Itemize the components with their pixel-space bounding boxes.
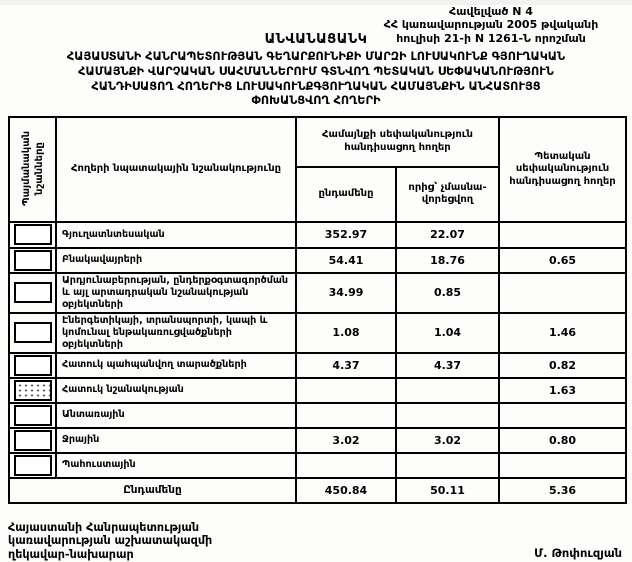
- state-value: 1.46: [499, 313, 626, 353]
- page-subtitle: [0, 50, 632, 109]
- header-symbols: [9, 117, 56, 222]
- of-which-value: [396, 403, 499, 428]
- table-row: [9, 453, 626, 478]
- legend-swatch: [14, 405, 52, 426]
- land-category-name: Հատուկ պահպանվող տարածքների: [56, 353, 296, 378]
- state-value: 0.65: [499, 248, 626, 273]
- legend-swatch: [14, 224, 52, 245]
- of-which-value: 22.07: [396, 222, 499, 248]
- land-category-name: Բնակավայրերի: [56, 248, 296, 273]
- legend-swatch: [14, 355, 52, 376]
- community-total: 34.99: [296, 273, 396, 313]
- legend-swatch: [14, 250, 52, 271]
- community-total: [296, 453, 396, 478]
- of-which-value: [396, 378, 499, 403]
- legend-swatch-cell: [9, 428, 56, 453]
- scanned-document-page: [0, 5, 632, 562]
- state-value: 0.80: [499, 428, 626, 453]
- land-category-name: Արդյունաբերության, ընդերքօգտագործման և այլ արտադրական նշանակության օբյեկտների: [56, 273, 296, 313]
- header-state-lands: Պետական սեփականություն հանդիսացող հողեր: [499, 117, 626, 222]
- community-total: [296, 378, 396, 403]
- of-which-value: 0.85: [396, 273, 499, 313]
- legend-swatch-cell: [9, 378, 56, 403]
- signing-office: [8, 521, 212, 562]
- of-which-value: 1.04: [396, 313, 499, 353]
- table-row: [9, 273, 626, 313]
- community-total: 352.97: [296, 222, 396, 248]
- legend-swatch-cell: [9, 222, 56, 248]
- subtitle-line: ՓՈԽԱՆՑՎՈՂ ՀՈՂԵՐԻ: [251, 94, 381, 108]
- total-row-label: Ընդամենը: [9, 478, 296, 503]
- table-row: [9, 378, 626, 403]
- table-row: [9, 313, 626, 353]
- of-which-value: 18.76: [396, 248, 499, 273]
- legend-swatch-cell: [9, 403, 56, 428]
- table-row: [9, 353, 626, 378]
- legend-swatch: [14, 455, 52, 476]
- land-transfer-table: [8, 116, 627, 504]
- community-total: 54.41: [296, 248, 396, 273]
- header-community-group: Համայնքի սեփականություն հանդիսացող հողեր: [296, 117, 499, 167]
- community-total: 3.02: [296, 428, 396, 453]
- table-row: [9, 403, 626, 428]
- legend-swatch-cell: [9, 273, 56, 313]
- subtitle-line: ՀԱՄԱՅՆՔԻ ՎԱՐՉԱԿԱՆ ՍԱՀՄԱՆՆԵՐՈՒՄ ԳՏՆՎՈՂ ՊԵՏԱԿԱՆ ՍԵՓԱԿԱՆՈՒԹՅՈՒՆ: [78, 64, 554, 78]
- office-line: կառավարության աշխատակազմի: [8, 534, 213, 548]
- state-value: 1.63: [499, 378, 626, 403]
- state-value: 0.82: [499, 353, 626, 378]
- state-value: [499, 273, 626, 313]
- annex-line-1: Հավելված N 4: [449, 5, 533, 18]
- state-value: [499, 453, 626, 478]
- land-category-name: Գյուղատնտեսական: [56, 222, 296, 248]
- page-footer: [8, 521, 622, 562]
- office-line: Հայաստանի Հանրապետության: [8, 520, 200, 534]
- page-title: ԱՆՎԱՆԱՑԱՆԿ: [264, 32, 368, 48]
- land-category-name: Ջրային: [56, 428, 296, 453]
- table-row: [9, 248, 626, 273]
- legend-swatch: [14, 380, 52, 401]
- land-category-name: Անտառային: [56, 403, 296, 428]
- table-total-row: [9, 478, 626, 503]
- land-category-name: Էներգետիկայի, տրանսպորտի, կապի և կոմունալ ենթակառուցվածքների օբյեկտների: [56, 313, 296, 353]
- legend-swatch: [14, 322, 52, 343]
- legend-swatch-cell: [9, 353, 56, 378]
- legend-swatch: [14, 430, 52, 451]
- header-of-which: որից՝ չմասնավորեցվող: [396, 167, 499, 222]
- of-which-value: 4.37: [396, 353, 499, 378]
- legend-swatch: [14, 282, 52, 303]
- header-purpose: Հողերի նպատակային նշանակությունը: [56, 117, 296, 222]
- table-row: [9, 222, 626, 248]
- community-total: [296, 403, 396, 428]
- legend-swatch-cell: [9, 248, 56, 273]
- table-row: [9, 428, 626, 453]
- legend-swatch-cell: [9, 313, 56, 353]
- annex-line-3: հուլիսի 21-ի N 1261-Ն որոշման: [396, 31, 586, 45]
- total-of-which: 50.11: [396, 478, 499, 503]
- of-which-value: 3.02: [396, 428, 499, 453]
- header-total: ընդամենը: [296, 167, 396, 222]
- office-line: ղեկավար-նախարար: [8, 548, 134, 562]
- header-symbols-label: Պայմանական նշանները: [20, 131, 45, 207]
- total-state: 5.36: [499, 478, 626, 503]
- state-value: [499, 403, 626, 428]
- annex-line-2: ՀՀ կառավարության 2005 թվականի: [383, 18, 599, 32]
- table-header-row: [9, 117, 626, 167]
- state-value: [499, 222, 626, 248]
- table-body: [9, 222, 626, 478]
- community-total: 4.37: [296, 353, 396, 378]
- total-community-total: 450.84: [296, 478, 396, 503]
- land-category-name: Հատուկ նշանակության: [56, 378, 296, 403]
- community-total: 1.08: [296, 313, 396, 353]
- subtitle-line: ՀԱՆԴԻՍԱՑՈՂ ՀՈՂԵՐԻՑ ԼՈՒՍԱԿՈՒՆՔԳՅՈՒՂԱԿԱՆ ՀԱՄԱՅՆՔԻՆ ԱՆՀԱՏՈՒՅՑ: [91, 79, 541, 93]
- signatory-name: Մ. Թոփուզյան: [534, 545, 622, 560]
- of-which-value: [396, 453, 499, 478]
- land-category-name: Պահուստային: [56, 453, 296, 478]
- subtitle-line: ՀԱՅԱՍՏԱՆԻ ՀԱՆՐԱՊԵՏՈՒԹՅԱՆ ԳԵՂԱՐՔՈՒՆԻՔԻ ՄԱՐԶԻ ԼՈՒՍԱԿՈՒՆՔ ԳՅՈՒՂԱԿԱՆ: [66, 50, 566, 64]
- legend-swatch-cell: [9, 453, 56, 478]
